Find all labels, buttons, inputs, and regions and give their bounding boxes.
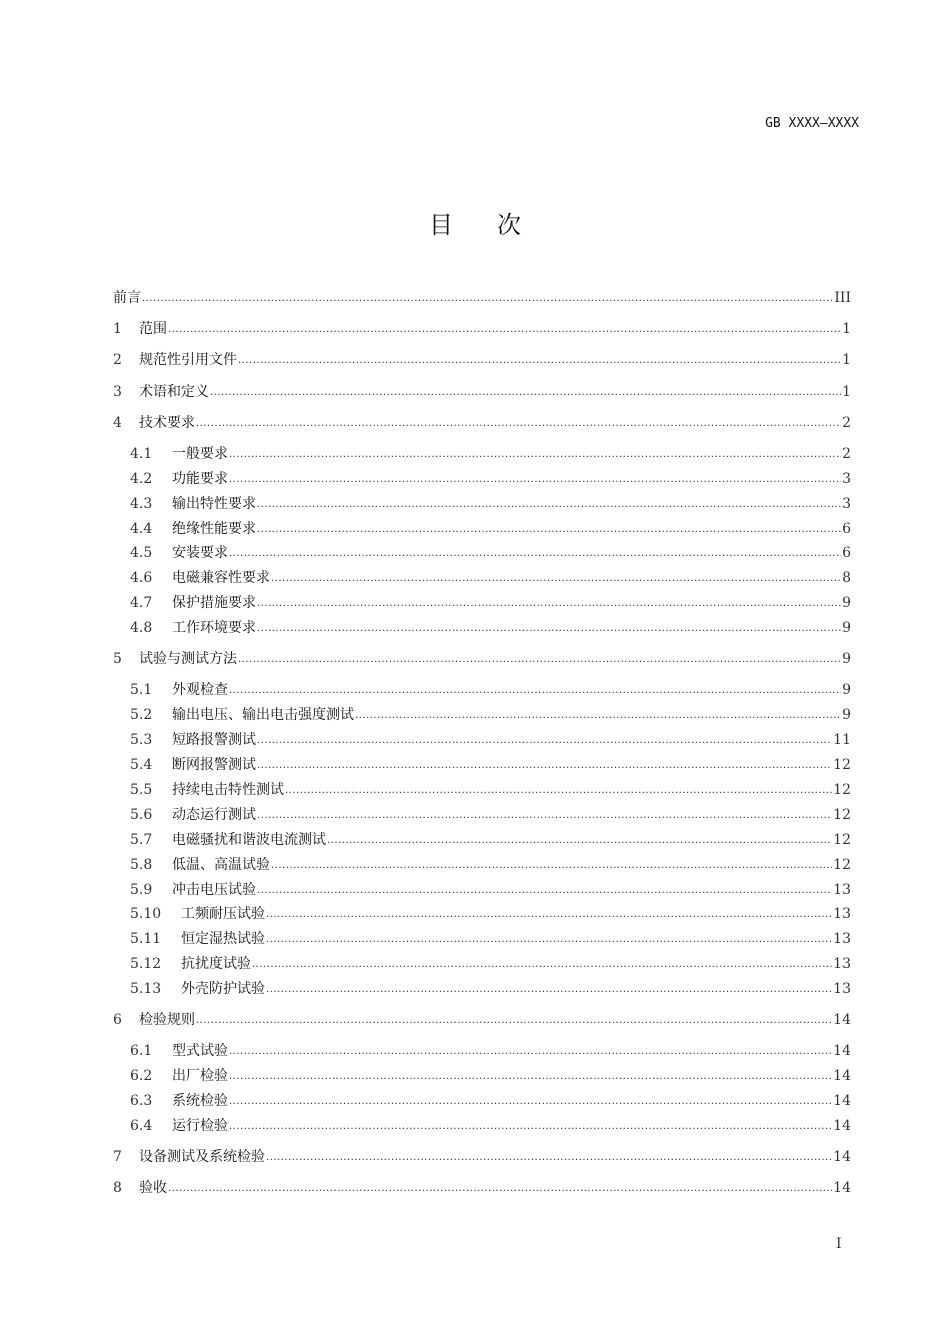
toc-entry-page: 12 bbox=[833, 832, 851, 848]
toc-entry-label: 恒定湿热试验 bbox=[181, 931, 265, 947]
toc-entry[interactable] bbox=[130, 469, 851, 489]
toc-entry-label: 范围 bbox=[139, 321, 167, 337]
toc-entry-page: 13 bbox=[833, 882, 851, 898]
toc-entry-page: III bbox=[834, 290, 851, 306]
toc-entry-page: 9 bbox=[842, 651, 851, 667]
toc-entry-number: 5.6 bbox=[130, 807, 153, 823]
toc-entry[interactable] bbox=[113, 1010, 851, 1030]
toc-entry-label: 低温、高温试验 bbox=[172, 857, 270, 873]
dot-leader bbox=[229, 1041, 832, 1061]
toc-entry-label: 抗扰度试验 bbox=[181, 956, 251, 972]
dot-leader bbox=[266, 979, 832, 999]
toc-entry[interactable] bbox=[130, 705, 851, 725]
toc-entry[interactable] bbox=[130, 543, 851, 563]
toc-entry-page: 1 bbox=[842, 321, 851, 337]
dot-leader bbox=[252, 954, 832, 974]
dot-leader bbox=[229, 1066, 832, 1086]
dot-leader bbox=[266, 929, 832, 949]
toc-entry-number: 6.1 bbox=[130, 1043, 153, 1059]
toc-entry-number: 2 bbox=[113, 352, 122, 368]
dot-leader bbox=[257, 730, 832, 750]
toc-entry-label: 输出特性要求 bbox=[172, 496, 256, 512]
toc-entry-number: 4 bbox=[113, 415, 122, 431]
dot-leader bbox=[229, 543, 841, 563]
toc-entry-number: 6.3 bbox=[130, 1093, 153, 1109]
toc-entry[interactable] bbox=[130, 730, 851, 750]
toc-entry-page: 13 bbox=[833, 956, 851, 972]
toc-entry[interactable] bbox=[130, 979, 851, 999]
toc-entry-page: 1 bbox=[842, 352, 851, 368]
toc-entry-number: 5.12 bbox=[130, 956, 162, 972]
toc-entry[interactable] bbox=[130, 593, 851, 613]
dot-leader bbox=[327, 830, 832, 850]
footer-page-number: I bbox=[836, 1236, 842, 1252]
dot-leader bbox=[355, 705, 841, 725]
dot-leader bbox=[266, 1147, 832, 1167]
toc-entry-number: 4.3 bbox=[130, 496, 153, 512]
toc-entry-label: 出厂检验 bbox=[172, 1068, 228, 1084]
toc-entry-page: 14 bbox=[833, 1012, 851, 1028]
toc-entry-number: 4.2 bbox=[130, 471, 153, 487]
dot-leader bbox=[229, 680, 841, 700]
dot-leader bbox=[229, 1091, 832, 1111]
toc-entry-number: 5.2 bbox=[130, 707, 153, 723]
toc-entry[interactable] bbox=[113, 319, 851, 339]
toc-entry[interactable] bbox=[130, 494, 851, 514]
dot-leader bbox=[257, 593, 841, 613]
toc-entry-page: 14 bbox=[833, 1068, 851, 1084]
toc-entry-page: 9 bbox=[842, 595, 851, 611]
dot-leader bbox=[266, 904, 832, 924]
toc-entry[interactable] bbox=[113, 1178, 851, 1198]
toc-entry[interactable] bbox=[130, 444, 851, 464]
toc-entry-number: 5.5 bbox=[130, 782, 153, 798]
toc-entry-number: 5.8 bbox=[130, 857, 153, 873]
toc-entry-page: 9 bbox=[842, 707, 851, 723]
toc-entry-label: 短路报警测试 bbox=[172, 732, 256, 748]
toc-entry[interactable] bbox=[130, 954, 851, 974]
toc-entry[interactable] bbox=[113, 649, 851, 669]
toc-entry-label: 试验与测试方法 bbox=[139, 651, 237, 667]
toc-entry-label: 运行检验 bbox=[172, 1118, 228, 1134]
toc-entry-label: 输出电压、输出电击强度测试 bbox=[172, 707, 354, 723]
toc-entry-page: 6 bbox=[842, 545, 851, 561]
title-char-1: 目 bbox=[429, 211, 453, 239]
toc-entry[interactable] bbox=[130, 805, 851, 825]
toc-entry-label: 规范性引用文件 bbox=[139, 352, 237, 368]
toc-entry-page: 13 bbox=[833, 981, 851, 997]
toc-entry-number: 3 bbox=[113, 384, 122, 400]
toc-entry-page: 2 bbox=[842, 415, 851, 431]
toc-entry-label: 动态运行测试 bbox=[172, 807, 256, 823]
standard-code: GB XXXX—XXXX bbox=[765, 116, 859, 131]
toc-entry[interactable] bbox=[130, 1091, 851, 1111]
toc-entry-page: 14 bbox=[833, 1149, 851, 1165]
toc-entry-number: 5.1 bbox=[130, 682, 153, 698]
toc-entry-number: 4.6 bbox=[130, 570, 153, 586]
toc-entry[interactable] bbox=[130, 830, 851, 850]
toc-entry-page: 14 bbox=[833, 1043, 851, 1059]
dot-leader bbox=[271, 568, 841, 588]
toc-entry[interactable] bbox=[130, 1116, 851, 1136]
toc-entry-number: 5.3 bbox=[130, 732, 153, 748]
toc-entry-label: 一般要求 bbox=[172, 446, 228, 462]
toc-entry-number: 5 bbox=[113, 651, 122, 667]
dot-leader bbox=[257, 519, 841, 539]
toc-entry[interactable] bbox=[130, 618, 851, 638]
toc-entry-number: 6.2 bbox=[130, 1068, 153, 1084]
dot-leader bbox=[142, 288, 833, 308]
toc-entry[interactable] bbox=[130, 755, 851, 775]
dot-leader bbox=[271, 855, 832, 875]
toc-entry[interactable] bbox=[113, 288, 851, 308]
toc-entry-page: 9 bbox=[842, 620, 851, 636]
toc-entry-number: 5.4 bbox=[130, 757, 153, 773]
toc-entry-number: 8 bbox=[113, 1180, 122, 1196]
toc-entry-label: 安装要求 bbox=[172, 545, 228, 561]
toc-entry-number: 6 bbox=[113, 1012, 122, 1028]
toc-entry-label: 电磁骚扰和谐波电流测试 bbox=[172, 832, 326, 848]
toc-entry-label: 系统检验 bbox=[172, 1093, 228, 1109]
dot-leader bbox=[168, 319, 841, 339]
toc-entry-label: 设备测试及系统检验 bbox=[139, 1149, 265, 1165]
toc-entry-page: 3 bbox=[842, 471, 851, 487]
toc-entry[interactable] bbox=[130, 519, 851, 539]
toc-entry-number: 5.13 bbox=[130, 981, 162, 997]
toc-entry-label: 外观检查 bbox=[172, 682, 228, 698]
toc-entry[interactable] bbox=[113, 413, 851, 433]
toc-entry-label: 前言 bbox=[113, 290, 141, 306]
toc-entry-number: 7 bbox=[113, 1149, 122, 1165]
toc-entry-number: 4.8 bbox=[130, 620, 153, 636]
toc-entry-page: 14 bbox=[833, 1093, 851, 1109]
toc-entry-label: 验收 bbox=[139, 1180, 167, 1196]
dot-leader bbox=[257, 880, 832, 900]
toc-entry-label: 绝缘性能要求 bbox=[172, 521, 256, 537]
dot-leader bbox=[257, 805, 832, 825]
toc-entry[interactable] bbox=[130, 680, 851, 700]
dot-leader bbox=[168, 1178, 832, 1198]
toc-entry-page: 13 bbox=[833, 931, 851, 947]
toc-entry[interactable] bbox=[130, 780, 851, 800]
toc-entry-page: 12 bbox=[833, 757, 851, 773]
dot-leader bbox=[285, 780, 832, 800]
toc-entry-label: 工作环境要求 bbox=[172, 620, 256, 636]
dot-leader bbox=[210, 382, 841, 402]
toc-entry-label: 型式试验 bbox=[172, 1043, 228, 1059]
toc-entry-page: 14 bbox=[833, 1180, 851, 1196]
toc-entry-label: 技术要求 bbox=[139, 415, 195, 431]
toc-entry-label: 持续电击特性测试 bbox=[172, 782, 284, 798]
dot-leader bbox=[257, 494, 841, 514]
toc-entry-page: 9 bbox=[842, 682, 851, 698]
toc-entry-number: 6.4 bbox=[130, 1118, 153, 1134]
dot-leader bbox=[196, 1010, 832, 1030]
toc-entry-label: 检验规则 bbox=[139, 1012, 195, 1028]
toc-entry-page: 8 bbox=[842, 570, 851, 586]
toc-entry[interactable] bbox=[130, 904, 851, 924]
toc-entry-number: 4.5 bbox=[130, 545, 153, 561]
toc-entry-label: 功能要求 bbox=[172, 471, 228, 487]
toc-entry-number: 5.7 bbox=[130, 832, 153, 848]
dot-leader bbox=[257, 618, 841, 638]
toc-entry-page: 1 bbox=[842, 384, 851, 400]
dot-leader bbox=[257, 755, 832, 775]
dot-leader bbox=[238, 649, 841, 669]
toc-entry-page: 14 bbox=[833, 1118, 851, 1134]
toc-entry-number: 4.1 bbox=[130, 446, 153, 462]
dot-leader bbox=[229, 1116, 832, 1136]
toc-entry[interactable] bbox=[113, 1147, 851, 1167]
toc-entry-number: 5.10 bbox=[130, 906, 162, 922]
toc-entry[interactable] bbox=[113, 350, 851, 370]
title-char-2: 次 bbox=[497, 211, 521, 239]
toc-entry-page: 12 bbox=[833, 782, 851, 798]
dot-leader bbox=[238, 350, 841, 370]
dot-leader bbox=[196, 413, 841, 433]
toc-entry[interactable] bbox=[130, 929, 851, 949]
toc-entry-page: 11 bbox=[833, 732, 851, 748]
toc-entry[interactable] bbox=[130, 1041, 851, 1061]
toc-entry-page: 2 bbox=[842, 446, 851, 462]
toc-entry[interactable] bbox=[113, 382, 851, 402]
toc-entry-number: 4.7 bbox=[130, 595, 153, 611]
page-title bbox=[0, 205, 950, 240]
toc-entry-label: 冲击电压试验 bbox=[172, 882, 256, 898]
dot-leader bbox=[229, 444, 841, 464]
toc-entry-page: 13 bbox=[833, 906, 851, 922]
toc-entry-number: 5.11 bbox=[130, 931, 162, 947]
toc-entry-label: 术语和定义 bbox=[139, 384, 209, 400]
toc-entry-label: 工频耐压试验 bbox=[181, 906, 265, 922]
toc-entry-page: 3 bbox=[842, 496, 851, 512]
toc-entry-label: 电磁兼容性要求 bbox=[172, 570, 270, 586]
toc-entry-page: 6 bbox=[842, 521, 851, 537]
toc-entry[interactable] bbox=[130, 880, 851, 900]
toc-entry-number: 1 bbox=[113, 321, 122, 337]
toc-entry-label: 外壳防护试验 bbox=[181, 981, 265, 997]
toc-entry-number: 4.4 bbox=[130, 521, 153, 537]
toc-entry-page: 12 bbox=[833, 807, 851, 823]
toc-entry-label: 断网报警测试 bbox=[172, 757, 256, 773]
toc-entry[interactable] bbox=[130, 855, 851, 875]
toc-entry-number: 5.9 bbox=[130, 882, 153, 898]
toc-entry-label: 保护措施要求 bbox=[172, 595, 256, 611]
toc-entry[interactable] bbox=[130, 568, 851, 588]
toc-entry[interactable] bbox=[130, 1066, 851, 1086]
dot-leader bbox=[229, 469, 841, 489]
toc-entry-page: 12 bbox=[833, 857, 851, 873]
